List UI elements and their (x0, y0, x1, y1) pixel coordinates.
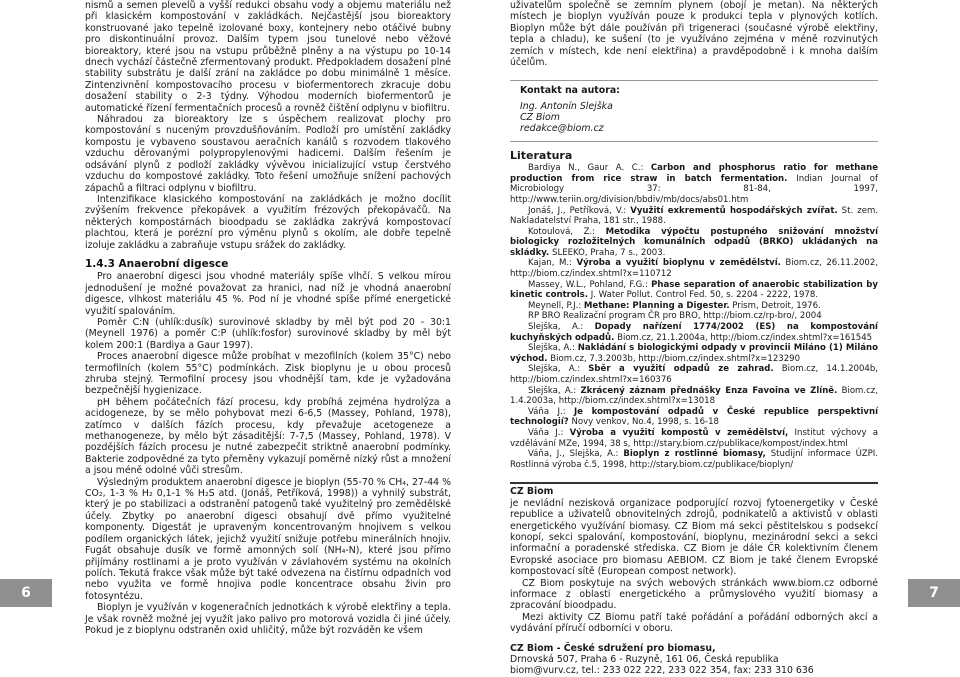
paragraph: CZ Biom poskytuje na svých webových stránkách www.biom.cz odborné informace z oblasti energetického a průmyslového využití biomasy a zpracování bioodpadu. (510, 577, 878, 612)
paragraph: Proces anaerobní digesce může probíhat v mezofilních (kolem 35°C) nebo termofilních (kolem 55°C) podmínkách. Zisk bioplynu je u obou procesů zhruba stejný. Termofilní procesy jsou vhodnější tam, kde je vyžadována bezpečnější hygienizace. (85, 351, 451, 397)
reference-item: Slejška, A.: Dopady nařízení 1774/2002 (ES) na kompostování kuchyňských odpadů. Biom.cz, 21.1.2004a, http://biom.cz/index.shtml?x=161545 (510, 322, 878, 343)
references-list (510, 163, 878, 470)
reference-item: Slejška, A.: Sběr a využití odpadů ze zahrad. Biom.cz, 14.1.2004b, http://biom.cz/index.shtml?x=160376 (510, 364, 878, 386)
paragraph: Bioplyn je využíván v kogeneračních jednotkách k výrobě elektřiny a tepla. Je však rovněž možné jej využít jako palivo pro motorová vozidla či jiné účely. Pokud je z bioplynu odstraněn oxid uhličitý, může být rozváděn ke všem (85, 602, 451, 636)
reference-item: Kotoulová, Z.: Metodika výpočtu postupného snižování množství biologicky rozložitelných komunálních odpadů (BRKO) ukládaných na skládky. SLEEKO, Praha, 7 s., 2003. (510, 226, 878, 258)
cz-biom-contact: biom@vurv.cz, tel.: 233 022 222, 233 022 354, fax: 233 310 636 (510, 665, 814, 677)
paragraph: nismů a semen plevelů a vyšší redukci obsahu vody a objemu materiálu než při klasickém kompostování v zakládkách. Nejčastější jsou bioreaktory konstruované jako tepelně izolované boxy, kontejnery nebo otáčivé bubny pro diskontinuální provoz. Dalším typem jsou tunelové nebo věžové bioreaktory, které jsou na vstupu průběžně plněny a na výstupu po 10-14 dnech vychází částečně zfermentovaný produkt. Předpokladem dosažení plné stability substrátu je další zrání na zakládce po dobu minimálně 1 měsíce. Zintenzivnění kompostovacího procesu v biofermentorech zkracuje dobu dosažení stability o 2-3 týdny. Výhodou moderních biofermentorů je automatické řízení fermentačních procesů a rovněž čištění odplynu v biofiltru. (85, 0, 451, 114)
page-number-right: 7 (908, 579, 960, 607)
cz-biom-address: Drnovská 507, Praha 6 - Ruzyně, 161 06, Česká republika (510, 654, 779, 666)
paragraph: Intenzifikace klasického kompostování na zakládkách je možno docílit zvýšením frekvence překopávek a využitím frézových překopávačů. Na některých kompostárnách bioodpadu se zakládka zakrývá kompostovací plachtou, která je porézní pro výměnu plynů s okolím, ale dobře tepelně izoluje zakládku a zabraňuje vstupu srážek do zakládky. (85, 193, 451, 251)
cz-biom-title: CZ Biom (510, 486, 554, 498)
contact-org: CZ Biom (520, 112, 560, 124)
right-column (510, 0, 878, 677)
reference-item: Váňa, J., Slejška, A.: Bioplyn z rostlinné biomasy, Studijní informace ÚZPI. Rostlinná výroba č.5, 1998, http://stary.biom.cz/publikace/bioplyn/ (510, 449, 878, 470)
reference-item: Massey, W.L., Pohland, F.G.: Phase separation of anaerobic stabilization by kinetic controls. J. Water Pollut. Control Fed. 50, s. 2204 - 2222, 1978. (510, 279, 879, 301)
references-title: Literatura (510, 148, 573, 162)
section-heading: 1.4.3 Anaerobní digesce (85, 257, 229, 270)
paragraph: Pro anaerobní digesci jsou vhodné materiály spíše vlhčí. S velkou mírou jednodušení je možné považovat za hranici, nad níž je vhodná anaerobní digesce, vlhkost materiálu 45 %. Pod ní je vhodné spíše přímé energetické využití spalováním. (85, 271, 451, 317)
paragraph: Poměr C:N (uhlík:dusík) surovinové skladby by měl být pod 20 - 30:1 (Meynell 1976) a poměr C:P (uhlík:fosfor) surovinové skladby by měl být kolem 200:1 (Bardiya a Gaur 1997). (85, 316, 451, 351)
reference-item: Slejška, A.: Zkrácený záznam přednášky Enza Favoina ve Zlíně. Biom.cz, 1.4.2003a, http://biom.cz/index.shtml?x=13018 (510, 385, 878, 407)
paragraph: je nevládní nezisková organizace podporující rozvoj fytoenergetiky v České republice a uživatelů obnovitelných zdrojů, podnikatelů a aktivistů v oblasti energetického využívání biomasy. CZ Biom má sekci pěstitelskou s podsekcí konopí, sekci spalování, kompostování, bioplynu, mezinárodní sekci a sekci informační a poradenské střediska. CZ Biom je dále ČR kolektivním členem Evropské asociace pro biomasu AEBIOM. CZ Biom je také členem Evropské kompostovací sítě (European compost network). (510, 497, 878, 578)
paragraph: pH během počátečních fází procesu, kdy probíhá zejména hydrolýza a acidogeneze, by se mělo pohybovat mezi 6-6,5 (Massey, Pohland, 1978), zatímco v dalších fázích procesu, kdy převažuje acetogeneze a methanogeneze, by mělo být zásaditější: 7-7,5 (Massey, Pohland, 1978). V pozdějších fázích procesu je nutné zabezpečit striktně anaerobní podmínky. Bakterie zodpovědné za tyto přeměny vykazují poměrně nízký růst a množení a jsou méně odolné vůči stresům. (85, 396, 451, 477)
contact-email[interactable]: redakce@biom.cz (520, 123, 604, 135)
contact-title: Kontakt na autora: (520, 85, 620, 97)
reference-item: Kajan, M.: Výroba a využití bioplynu v zemědělství. Biom.cz, 26.11.2002, http://biom.cz/index.shtml?x=110712 (510, 258, 879, 280)
left-column (85, 0, 451, 636)
reference-item: Meynell, P.J.: Methane: Planning a Digester. Prism, Detroit, 1976. (528, 300, 821, 311)
reference-item: Bardiya N., Gaur A. C.: Carbon and phosphorus ratio for methane production from rice straw in batch fermentation. Indian Journal of Microbiology 37: 81-84, 1997, http://www.teriin.org/division/bbdiv/mb/docs/abs01.htm (510, 163, 879, 205)
reference-item: Jonáš, J., Petříková, V.: Využití exkrementů hospodářských zvířat. St. zem. Nakladatelství Praha, 181 str., 1988. (510, 205, 878, 227)
reference-item: Slejška, A.: Nakládání s biologickými odpady v provincii Miláno (1) Miláno východ. Biom.cz, 7.3.2003b, http://biom.cz/index.shtml?x=123290 (510, 343, 878, 364)
paragraph: Náhradou za bioreaktory lze s úspěchem realizovat plochy pro kompostování s nuceným provzdušňováním. Podloží pro umístění zakládky kompostu je vybaveno soustavou aeračních kanálů s rozvodem tlakového vzduchu děrovanými polypropylenovými hadicemi. Dalším řešením je odsávání plynů z podloží zakládky vývěvou inicializující vstup čerstvého vzduchu do kompostové zakládky. Toto řešení umožňuje snížení pachových zápachů a filtraci odplynu v biofiltru. (85, 114, 451, 194)
author-contact-box (510, 80, 878, 141)
paragraph: Mezi aktivity CZ Biomu patří také pořádání a pořádání odborných akcí a vydávání příručí odborníci v oboru. (510, 611, 878, 635)
paragraph: uživatelům společně se zemním plynem (obojí je metan). Na některých místech je bioplyn využíván pouze k produkci tepla v plynových kotlích. Bioplyn může být dále používán při trigeneraci (současné výrobě elektřiny, tepla a chladu), ke sušení (to je využíváno zejména v méně rozvinutých zemích v místech, kde není elektřina) a pravděpodobně i k mnoha dalším účelům. (510, 0, 878, 69)
reference-item: RP BRO Realizační program ČR pro BRO, http://biom.cz/rp-bro/, 2004 (528, 311, 822, 322)
reference-item: Váňa J.: Je kompostování odpadů v České republice perspektivní technologií? Novy venkov, No.4, 1998, s. 16-18 (510, 406, 878, 428)
paragraph: Výsledným produktem anaerobní digesce je bioplyn (55-70 % CH₄, 27-44 % CO₂, 1-3 % H₂ 0,1-1 % H₂S atd. (Jonáš, Petříková, 1998)) a vyhnilý substrát, který je po stabilizaci a odstranění patogenů také využitelný pro zemědělské účely. Zbytky po anaerobní digesci obsahují dvě přímo využitelné komponenty. Digestát je upraveným koncentrovaným hnojivem s velkou podílem organických látek, jejichž využití snižuje potřebu minerálních hnojiv. Fugát obsahuje dusík ve formě amonných solí (NH₄-N), které jsou přímo přijímány rostlinami a je proto využíván v závlahovém systému na okolních polích. Tekutá frakce však může být také odvezena na čistírnu odpadních vod nebo využita ve formě hnojiva podle koncentrace obsahu živin pro fotosyntézu. (85, 476, 451, 602)
reference-item: Váňa J.: Výroba a využití kompostů v zemědělství, Institut výchovy a vzdělávání MZe, 1994, 38 s, http://stary.biom.cz/publikace/kompost/index.html (510, 427, 878, 449)
contact-name: Ing. Antonín Slejška (520, 100, 613, 112)
cz-biom-box (510, 482, 878, 677)
page-number-left: 6 (0, 579, 52, 607)
cz-biom-org-name: CZ Biom - České sdružení pro biomasu, (510, 642, 716, 654)
